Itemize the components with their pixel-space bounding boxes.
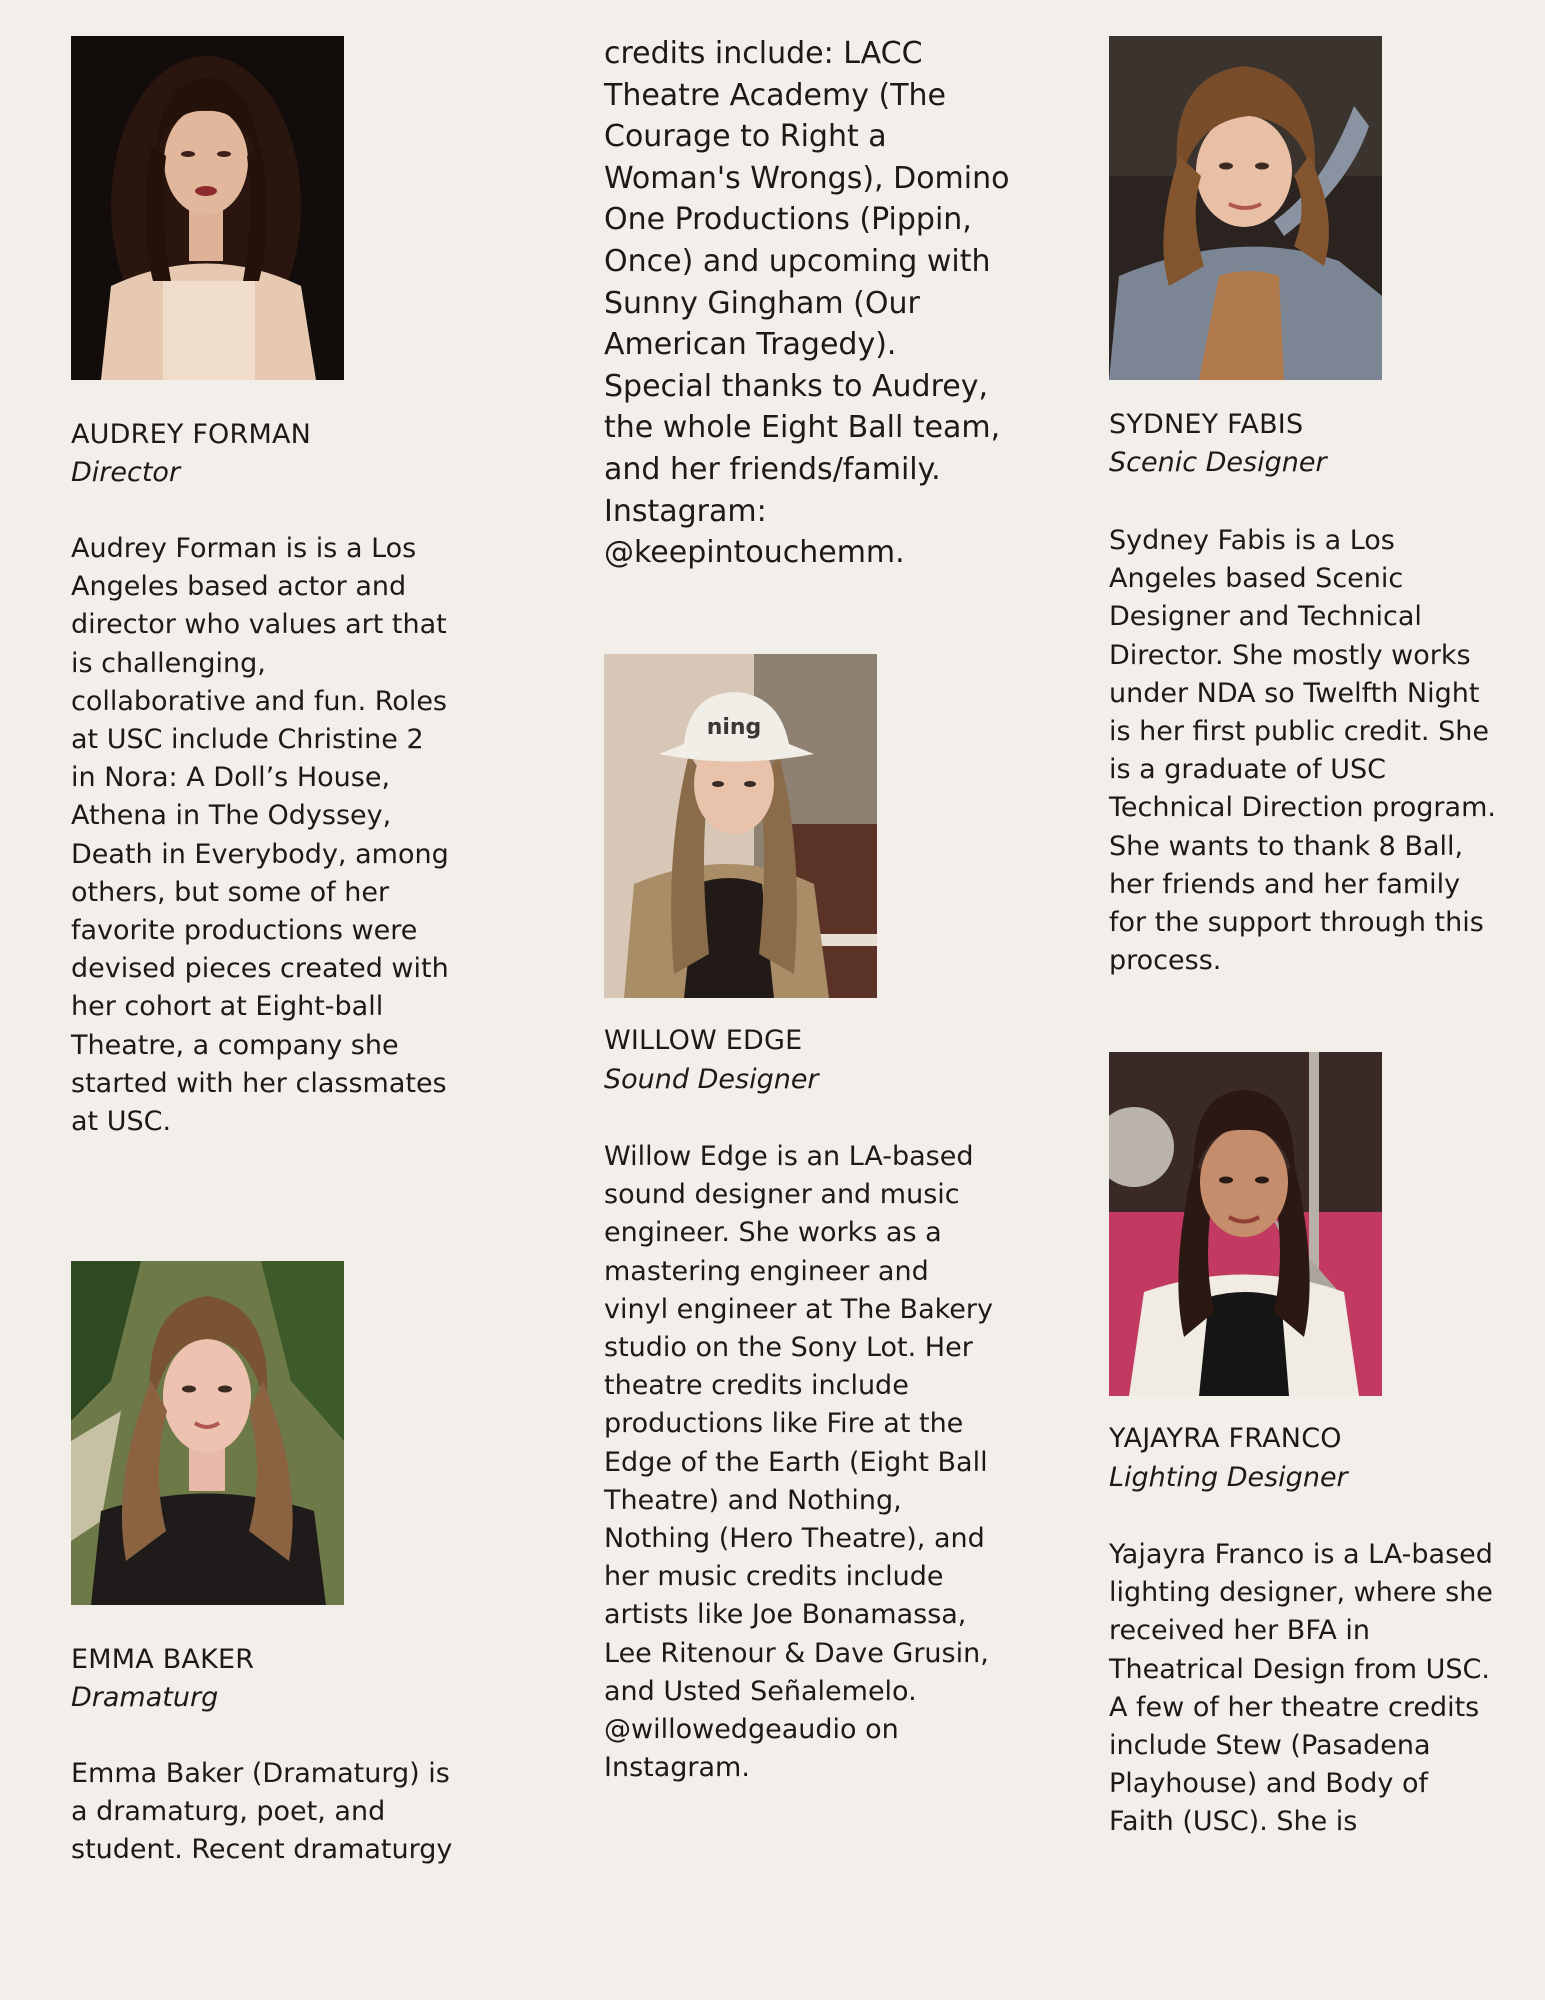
person-name: AUDREY FORMAN bbox=[71, 419, 312, 450]
person-bio: Emma Baker (Dramaturg) is a dramaturg, poet, and student. Recent dramaturgy bbox=[71, 1758, 453, 1866]
yajayra-franco-photo bbox=[1109, 1052, 1382, 1396]
person-bio: Sydney Fabis is a Los Angeles based Scenic Designer and Technical Director. She mostly works under NDA so Twelfth Night is her first public credit. She is a graduate of USC Technical Direction program. She wants to thank 8 Ball, her friends and her family for the support through this process. bbox=[1109, 525, 1496, 977]
sydney-fabis-photo bbox=[1109, 36, 1382, 380]
person-bio-continued: credits include: LACC Theatre Academy (The Courage to Right a Woman's Wrongs), Domino One Productions (Pippin, Once) and upcoming with Sunny Gingham (Our American Tragedy). Special thanks to Audrey, the whole Eight Ball team, and her friends/family. Instagram: @keepintouchemm. bbox=[604, 36, 1010, 571]
person-bio: Willow Edge is an LA-based sound designer and music engineer. She works as a mastering engineer and vinyl engineer at The Bakery studio on the Sony Lot. Her theatre credits include productions like Fire at the Edge of the Earth (Eight Ball Theatre) and Nothing, Nothing (Hero Theatre), and her music credits include artists like Joe Bonamassa, Lee Ritenour & Dave Grusin, and Usted Señalemelo. @willowedgeaudio on Instagram. bbox=[604, 1141, 993, 1784]
person-name: YAJAYRA FRANCO bbox=[1109, 1423, 1342, 1454]
audrey-forman-photo bbox=[71, 36, 344, 380]
person-name: EMMA BAKER bbox=[71, 1644, 255, 1675]
emma-baker-photo bbox=[71, 1261, 344, 1605]
person-name: WILLOW EDGE bbox=[604, 1025, 803, 1056]
person-role: Lighting Designer bbox=[1109, 1462, 1348, 1493]
person-bio: Audrey Forman is is a Los Angeles based actor and director who values art that is challenging, collaborative and fun. Roles at USC include Christine 2 in Nora: A Doll’s House, Athena in The Odyssey, Death in Everybody, among others, but some of her favorite productions were devised pieces created with her cohort at Eight-ball Theatre, a company she started with her classmates at USC. bbox=[71, 533, 449, 1138]
person-role: Dramaturg bbox=[71, 1682, 219, 1713]
svg-text:ning: ning bbox=[706, 715, 762, 740]
willow-edge-photo bbox=[604, 654, 877, 998]
person-role: Director bbox=[71, 457, 181, 488]
person-bio: Yajayra Franco is a LA-based lighting designer, where she received her BFA in Theatrical Design from USC. A few of her theatre credits include Stew (Pasadena Playhouse) and Body of Faith (USC). She is bbox=[1109, 1539, 1493, 1838]
person-role: Scenic Designer bbox=[1109, 447, 1327, 478]
person-name: SYDNEY FABIS bbox=[1109, 409, 1304, 440]
person-role: Sound Designer bbox=[604, 1064, 819, 1095]
